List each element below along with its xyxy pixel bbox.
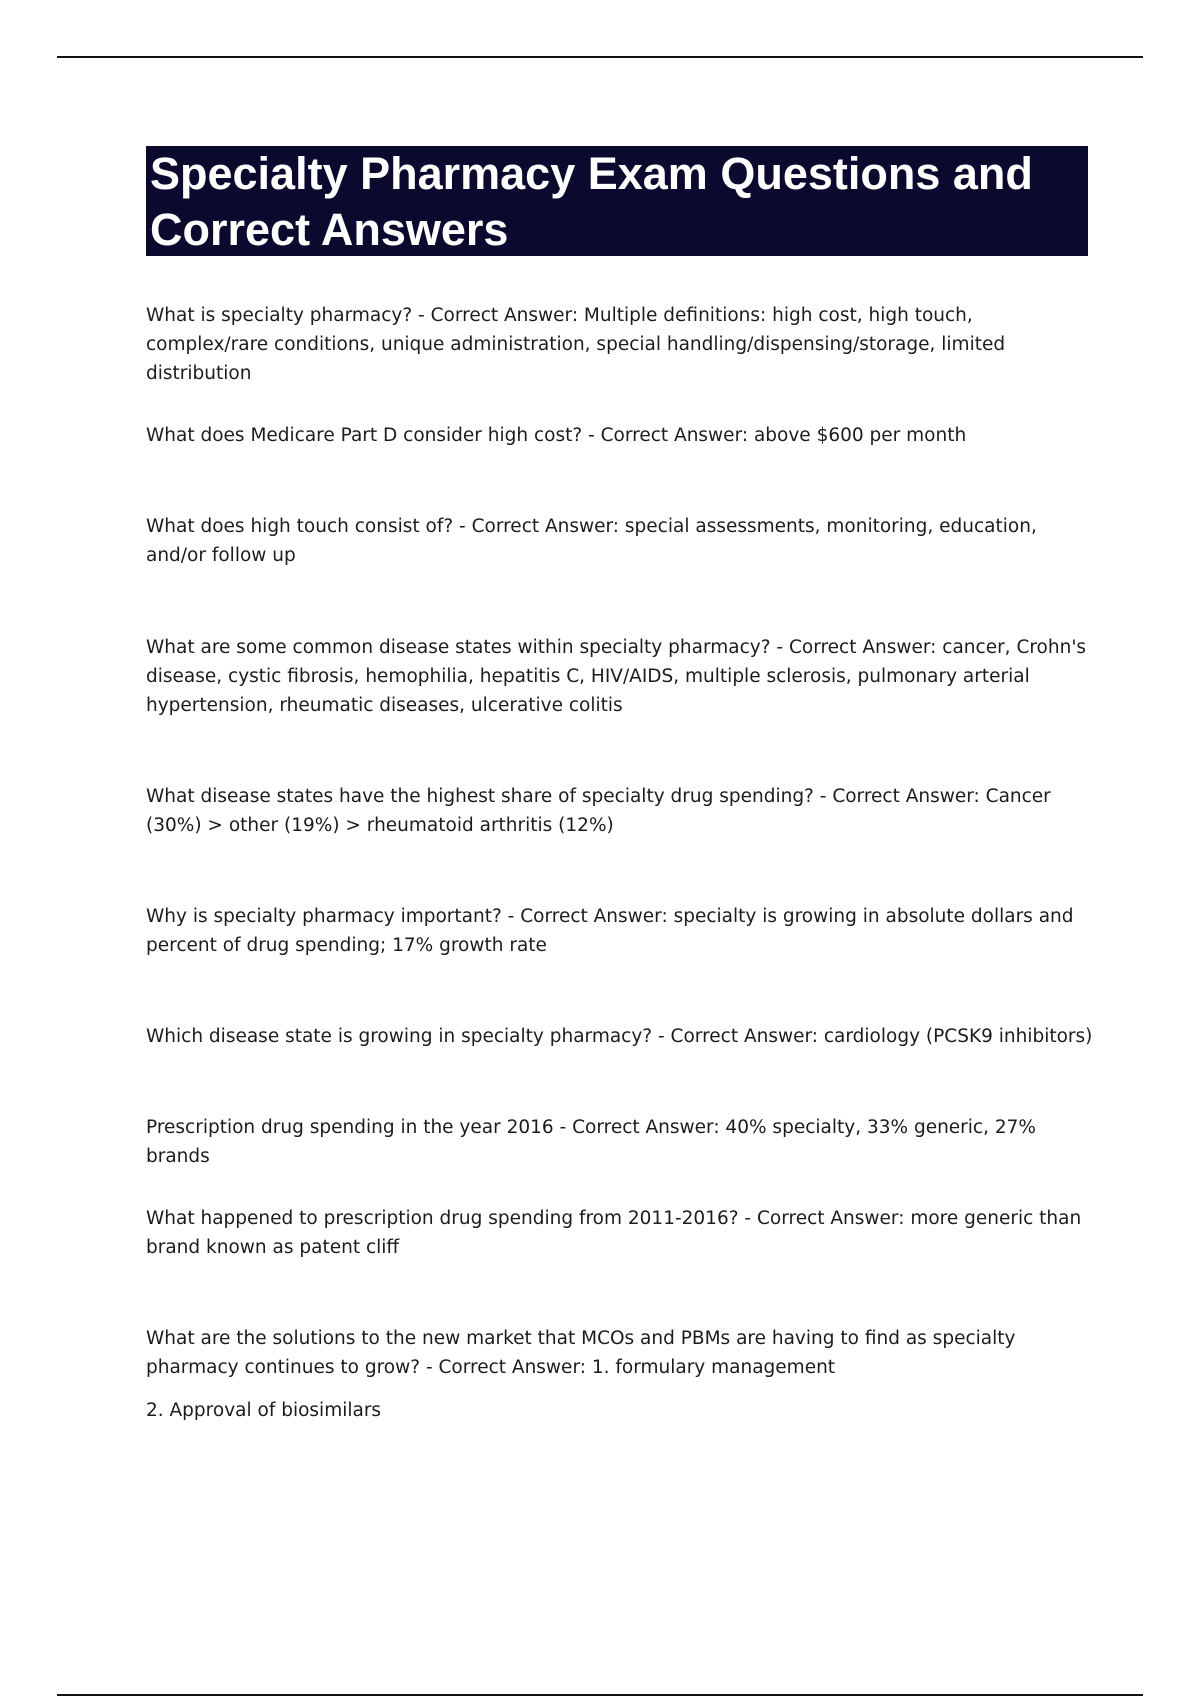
qa-text: What does Medicare Part D consider high cost? - Correct Answer: above $600 per month (146, 425, 967, 446)
qa-item-9 (146, 1204, 1096, 1262)
qa-item-6 (146, 902, 1096, 960)
qa-item-5 (146, 782, 1096, 840)
qa-text: What does high touch consist of? - Correct Answer: special assessments, monitoring, education, and/or follow up (146, 516, 1037, 566)
qa-text: What are some common disease states within specialty pharmacy? - Correct Answer: cancer, Crohn's disease, cystic fibrosis, hemophilia, hepatitis C, HIV/AIDS, multiple sclerosis, pulmonary arterial hypertension, rheumatic diseases, ulcerative colitis (146, 637, 1087, 716)
qa-text: What disease states have the highest share of specialty drug spending? - Correct Answer: Cancer (30%) > other (19%) > rheumatoid arthritis (12%) (146, 786, 1051, 836)
qa-text: Prescription drug spending in the year 2016 - Correct Answer: 40% specialty, 33% generic, 27% brands (146, 1117, 1036, 1167)
qa-text-continued: 2. Approval of biosimilars (146, 1400, 382, 1421)
qa-text: What are the solutions to the new market that MCOs and PBMs are having to find as specialty pharmacy continues to grow? - Correct Answer: 1. formulary management (146, 1328, 1016, 1378)
qa-text: Which disease state is growing in specialty pharmacy? - Correct Answer: cardiology (PCSK9 inhibitors) (146, 1026, 1093, 1047)
qa-item-10 (146, 1324, 1096, 1425)
header-rule (57, 56, 1143, 58)
title-banner (146, 146, 1088, 256)
page-title: Specialty Pharmacy Exam Questions and Correct Answers (150, 148, 1033, 255)
qa-text: What is specialty pharmacy? - Correct Answer: Multiple definitions: high cost, high touch, complex/rare conditions, unique administration, special handling/dispensing/storage, limited distribution (146, 305, 1006, 384)
qa-item-2 (146, 421, 1096, 450)
footer-rule (57, 1694, 1143, 1696)
qa-item-7 (146, 1022, 1096, 1051)
qa-item-1 (146, 301, 1096, 388)
qa-item-4 (146, 633, 1096, 720)
qa-text: Why is specialty pharmacy important? - Correct Answer: specialty is growing in absolute dollars and percent of drug spending; 17% growth rate (146, 906, 1074, 956)
qa-item-8 (146, 1113, 1096, 1171)
qa-text: What happened to prescription drug spending from 2011-2016? - Correct Answer: more generic than brand known as patent cliff (146, 1208, 1082, 1258)
qa-item-3 (146, 512, 1096, 570)
